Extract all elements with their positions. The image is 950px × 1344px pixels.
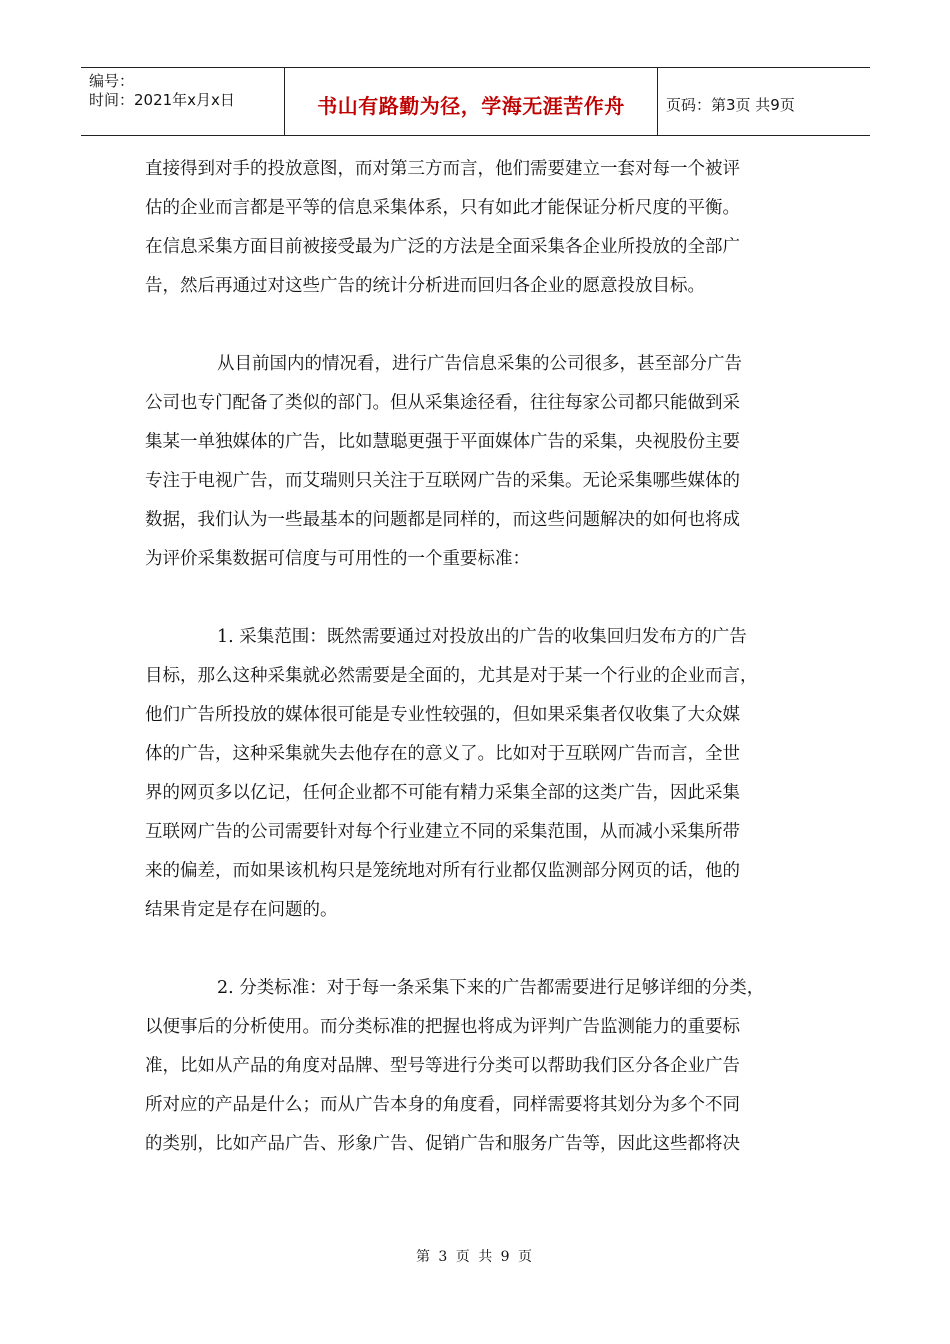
text-line: 他们广告所投放的媒体很可能是专业性较强的，但如果采集者仅收集了大众媒 [145,705,740,725]
text-line: 1. 采集范围：既然需要通过对投放出的广告的收集回归发布方的广告 [217,627,747,647]
text-line: 公司也专门配备了类似的部门。但从采集途径看，往往每家公司都只能做到采 [145,393,740,413]
text-line: 以便事后的分析使用。而分类标准的把握也将成为评判广告监测能力的重要标 [145,1017,740,1037]
paragraph-gap [145,306,825,345]
text-line: 界的网页多以亿记，任何企业都不可能有精力采集全部的这类广告，因此采集 [145,783,740,803]
text-line: 估的企业而言都是平等的信息采集体系，只有如此才能保证分析尺度的平衡。 [145,198,740,218]
paragraph-gap [145,930,825,969]
text-line: 结果肯定是存在问题的。 [145,900,338,920]
text-line: 专注于电视广告，而艾瑞则只关注于互联网广告的采集。无论采集哪些媒体的 [145,471,740,491]
text-line: 集某一单独媒体的广告，比如慧聪更强于平面媒体广告的采集，央视股份主要 [145,432,740,452]
paragraph-2 [145,345,825,579]
number-label: 编号： [89,72,135,90]
page-footer: 第 3 页 共 9 页 [415,1249,535,1265]
text-line: 数据，我们认为一些最基本的问题都是同样的，而这些问题解决的如何也将成 [145,510,740,530]
text-line: 告，然后再通过对这些广告的统计分析进而回归各企业的愿意投放目标。 [145,276,705,296]
time-label: 时间：2021年x月x日 [89,91,235,109]
text-line: 来的偏差，而如果该机构只是笼统地对所有行业都仅监测部分网页的话，他的 [145,861,740,881]
text-line: 目标，那么这种采集就必然需要是全面的，尤其是对于某一个行业的企业而言， [145,666,758,686]
text-line: 为评价采集数据可信度与可用性的一个重要标准： [145,549,530,569]
paragraph-3 [145,618,825,930]
paragraph-gap [145,579,825,618]
text-line: 体的广告，这种采集就失去他存在的意义了。比如对于互联网广告而言，全世 [145,744,740,764]
document-header [81,67,870,136]
text-line: 从目前国内的情况看，进行广告信息采集的公司很多，甚至部分广告 [217,354,742,374]
header-page-code: 页码：第3页 共9页 [666,96,795,114]
header-meta [81,68,285,135]
text-line: 互联网广告的公司需要针对每个行业建立不同的采集范围，从而减小采集所带 [145,822,740,842]
text-line: 准，比如从产品的角度对品牌、型号等进行分类可以帮助我们区分各企业广告 [145,1056,740,1076]
paragraph-4 [145,969,825,1164]
document-body [145,150,825,1164]
text-line: 在信息采集方面目前被接受最为广泛的方法是全面采集各企业所投放的全部广 [145,237,740,257]
text-line: 直接得到对手的投放意图，而对第三方而言，他们需要建立一套对每一个被评 [145,159,740,179]
text-line: 所对应的产品是什么；而从广告本身的角度看，同样需要将其划分为多个不同 [145,1095,740,1115]
paragraph-1 [145,150,825,306]
text-line: 的类别，比如产品广告、形象广告、促销广告和服务广告等，因此这些都将决 [145,1134,740,1154]
header-motto: 书山有路勤为径，学海无涯苦作舟 [285,68,658,135]
text-line: 2. 分类标准：对于每一条采集下来的广告都需要进行足够详细的分类， [217,978,765,998]
